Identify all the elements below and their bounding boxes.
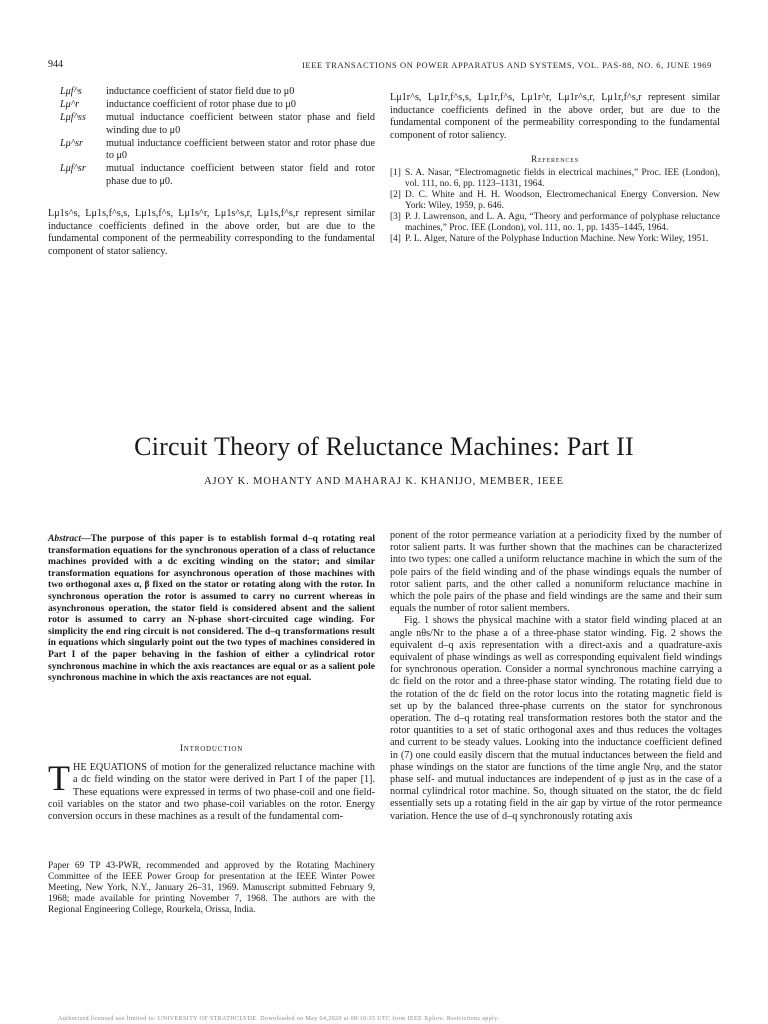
definition-symbol: Lμf^s: [60, 86, 82, 97]
definition-text: mutual inductance coefficient between stator phase and field winding due to μ0: [106, 112, 375, 136]
reference-item: [390, 190, 720, 212]
right-column-body: [390, 530, 722, 823]
definition-row: [60, 99, 375, 112]
license-note: Authorized licensed use limited to: UNIVERSITY OF STRATHCLYDE. Downloaded on May 04,2020 at 08:10:35 UTC from IEEE Xplore. Restrictions apply.: [58, 1016, 500, 1022]
reference-number: [4]: [390, 234, 401, 244]
abstract: [48, 533, 375, 684]
introduction-text: [48, 758, 375, 823]
abstract-label: Abstract: [48, 533, 82, 544]
definition-text: mutual inductance coefficient between stator and rotor phase due to μ0: [106, 137, 375, 161]
footnote: Paper 69 TP 43-PWR, recommended and approved by the Rotating Machinery Committee of the IEEE Power Group for presentation at the IEEE Winter Power Meeting, New York, N.Y., January 26–31, 1969. Manuscript submitted February 9, 1968; made available for printing November 7, 1968. The authors are with the Regional Engineering College, Rourkela, Orissa, India.: [48, 861, 375, 915]
rotor-saliency-paragraph: Lμ1r^s, Lμ1r,f^s,s, Lμ1r,f^s, Lμ1r^r, Lμ1r^s,r, Lμ1r,f^s,r represent similar inductance coefficients defined in the above order, but are due to the fundamental component of the permeability corresponding to the fundamental component of rotor saliency.: [390, 92, 720, 141]
drop-cap: T: [48, 758, 70, 798]
journal-header: IEEE TRANSACTIONS ON POWER APPARATUS AND SYSTEMS, VOL. PAS-88, NO. 6, JUNE 1969: [302, 60, 712, 70]
reference-number: [1]: [390, 168, 401, 178]
stator-saliency-paragraph: Lμ1s^s, Lμ1s,f^s,s, Lμ1s,f^s, Lμ1s^r, Lμ1s^s,r, Lμ1s,f^s,r represent similar inductance coefficients defined in the above order, but are due to the fundamental component of the permeability corresponding to the fundamental component of stator saliency.: [48, 208, 375, 257]
abstract-text: —The purpose of this paper is to establish formal d–q rotating real transformation equations for the synchronous operation of a class of reluctance machines provided with a dc exciting winding on the stator; and similar transformation equations for asynchronous operation of those machines with two orthogonal axes α, β fixed on the stator or rotating along with the rotor. In synchronous operation the rotor is assumed to carry no current whereas in asynchronous operation, the stator field is considered absent and the salient rotor is assumed to carry an N-phase short-circuited cage winding. For simplicity the end ring circuit is not considered. The d–q transformations result in equations which singularly point out the two types of machines considered in Part I of the paper behaving in the fashion of either a cylindrical rotor synchronous machine in which the axis reactances are equal or as a salient pole synchronous machine in which the axis reactances are not equal.: [48, 533, 375, 684]
references-list: [390, 168, 720, 245]
paper-authors: AJOY K. MOHANTY AND MAHARAJ K. KHANIJO, MEMBER, IEEE: [204, 476, 564, 487]
page-number: 944: [48, 59, 63, 70]
reference-text: D. C. White and H. H. Woodson, Electromechanical Energy Conversion. New York: Wiley, 1959, p. 646.: [405, 190, 720, 211]
definition-row: [60, 112, 375, 137]
reference-number: [2]: [390, 190, 401, 200]
introduction-heading: Introduction: [179, 744, 244, 754]
definitions-list: [60, 86, 375, 189]
reference-text: P. J. Lawrenson, and L. A. Agu, “Theory and performance of polyphase reluctance machines,” Proc. IEE (London), vol. 111, no. 1, pp. 1435–1445, 1964.: [405, 212, 720, 233]
reference-item: [390, 212, 720, 234]
definition-symbol: Lμf^ss: [60, 112, 86, 123]
definition-row: [60, 86, 375, 99]
definition-text: inductance coefficient of rotor phase due to μ0: [106, 99, 296, 110]
definition-row: [60, 163, 375, 188]
reference-text: P. L. Alger, Nature of the Polyphase Induction Machine. New York: Wiley, 1951.: [405, 234, 709, 244]
definition-text: inductance coefficient of stator field due to μ0: [106, 86, 295, 97]
body-paragraph: ponent of the rotor permeance variation at a periodicity fixed by the number of rotor salient parts. It was further shown that the machines can be characterized into two types: one called a uniform reluctance machine in which the sum of the pole pairs of the field winding and of the phase windings equals the number of rotor salient parts, and the other called a nonuniform reluctance machine in which the pole pairs of the phase and field windings are the same and their sum equals the number of rotor salient members.: [390, 530, 722, 615]
paper-title: Circuit Theory of Reluctance Machines: Part II: [134, 432, 634, 461]
definition-symbol: Lμ^r: [60, 99, 80, 110]
reference-number: [3]: [390, 212, 401, 222]
definition-symbol: Lμf^sr: [60, 163, 86, 174]
reference-text: S. A. Nasar, “Electromagnetic fields in electrical machines,” Proc. IEE (London), vol. 111, no. 6, pp. 1123–1131, 1964.: [405, 168, 720, 189]
reference-item: [390, 234, 720, 245]
definition-row: [60, 138, 375, 163]
definition-symbol: Lμ^sr: [60, 137, 84, 149]
definition-text: mutual inductance coefficient between stator field and rotor phase due to μ0.: [106, 163, 375, 187]
reference-item: [390, 168, 720, 190]
references-heading: References: [531, 154, 579, 164]
body-paragraph: Fig. 1 shows the physical machine with a stator field winding placed at an angle nθs/Nr to the phase a of a three-phase stator winding. Fig. 2 shows the equivalent d–q axis representation with a direct-axis and a quadrature-axis equivalent of phase windings as well as corresponding equivalent field windings for synchronous operation. Consider a normal synchronous machine carrying a dc field on the rotor and a three-phase stator winding. The rotating field due to the rotation of the dc field on the rotor locus into the rotating magnetic field is set up by the balanced three-phase currents on the stator for synchronous operation. The d–q rotating real transformation restores both the stator and the rotor quantities to a set of static orthogonal axes and thus reduces the voltages and current to be steady values. Looking into the inductance coefficient defined in (7) one could easily discern that the mutual inductances between the field and phase windings on the stator are functions of the time angle Nrφ, and the stator phase self- and mutual inductances are independent of φ just as in the case of a normal cylindrical rotor machine. So, though situated on the stator, the dc field essentially sets up a rotating field in the air gap by virtue of the rotor permeance variation. Hence the use of d–q synchronously rotating axis: [390, 615, 722, 822]
introduction-body: HE EQUATIONS of motion for the generalized reluctance machine with a dc field winding on the stator were derived in Part I of the paper [1]. These equations were expressed in terms of two phase-coil and one field-coil variables on the stator and two phase-coil variables on the rotor. Energy conversion occurs in these machines as a result of the fundamental com-: [48, 762, 375, 823]
